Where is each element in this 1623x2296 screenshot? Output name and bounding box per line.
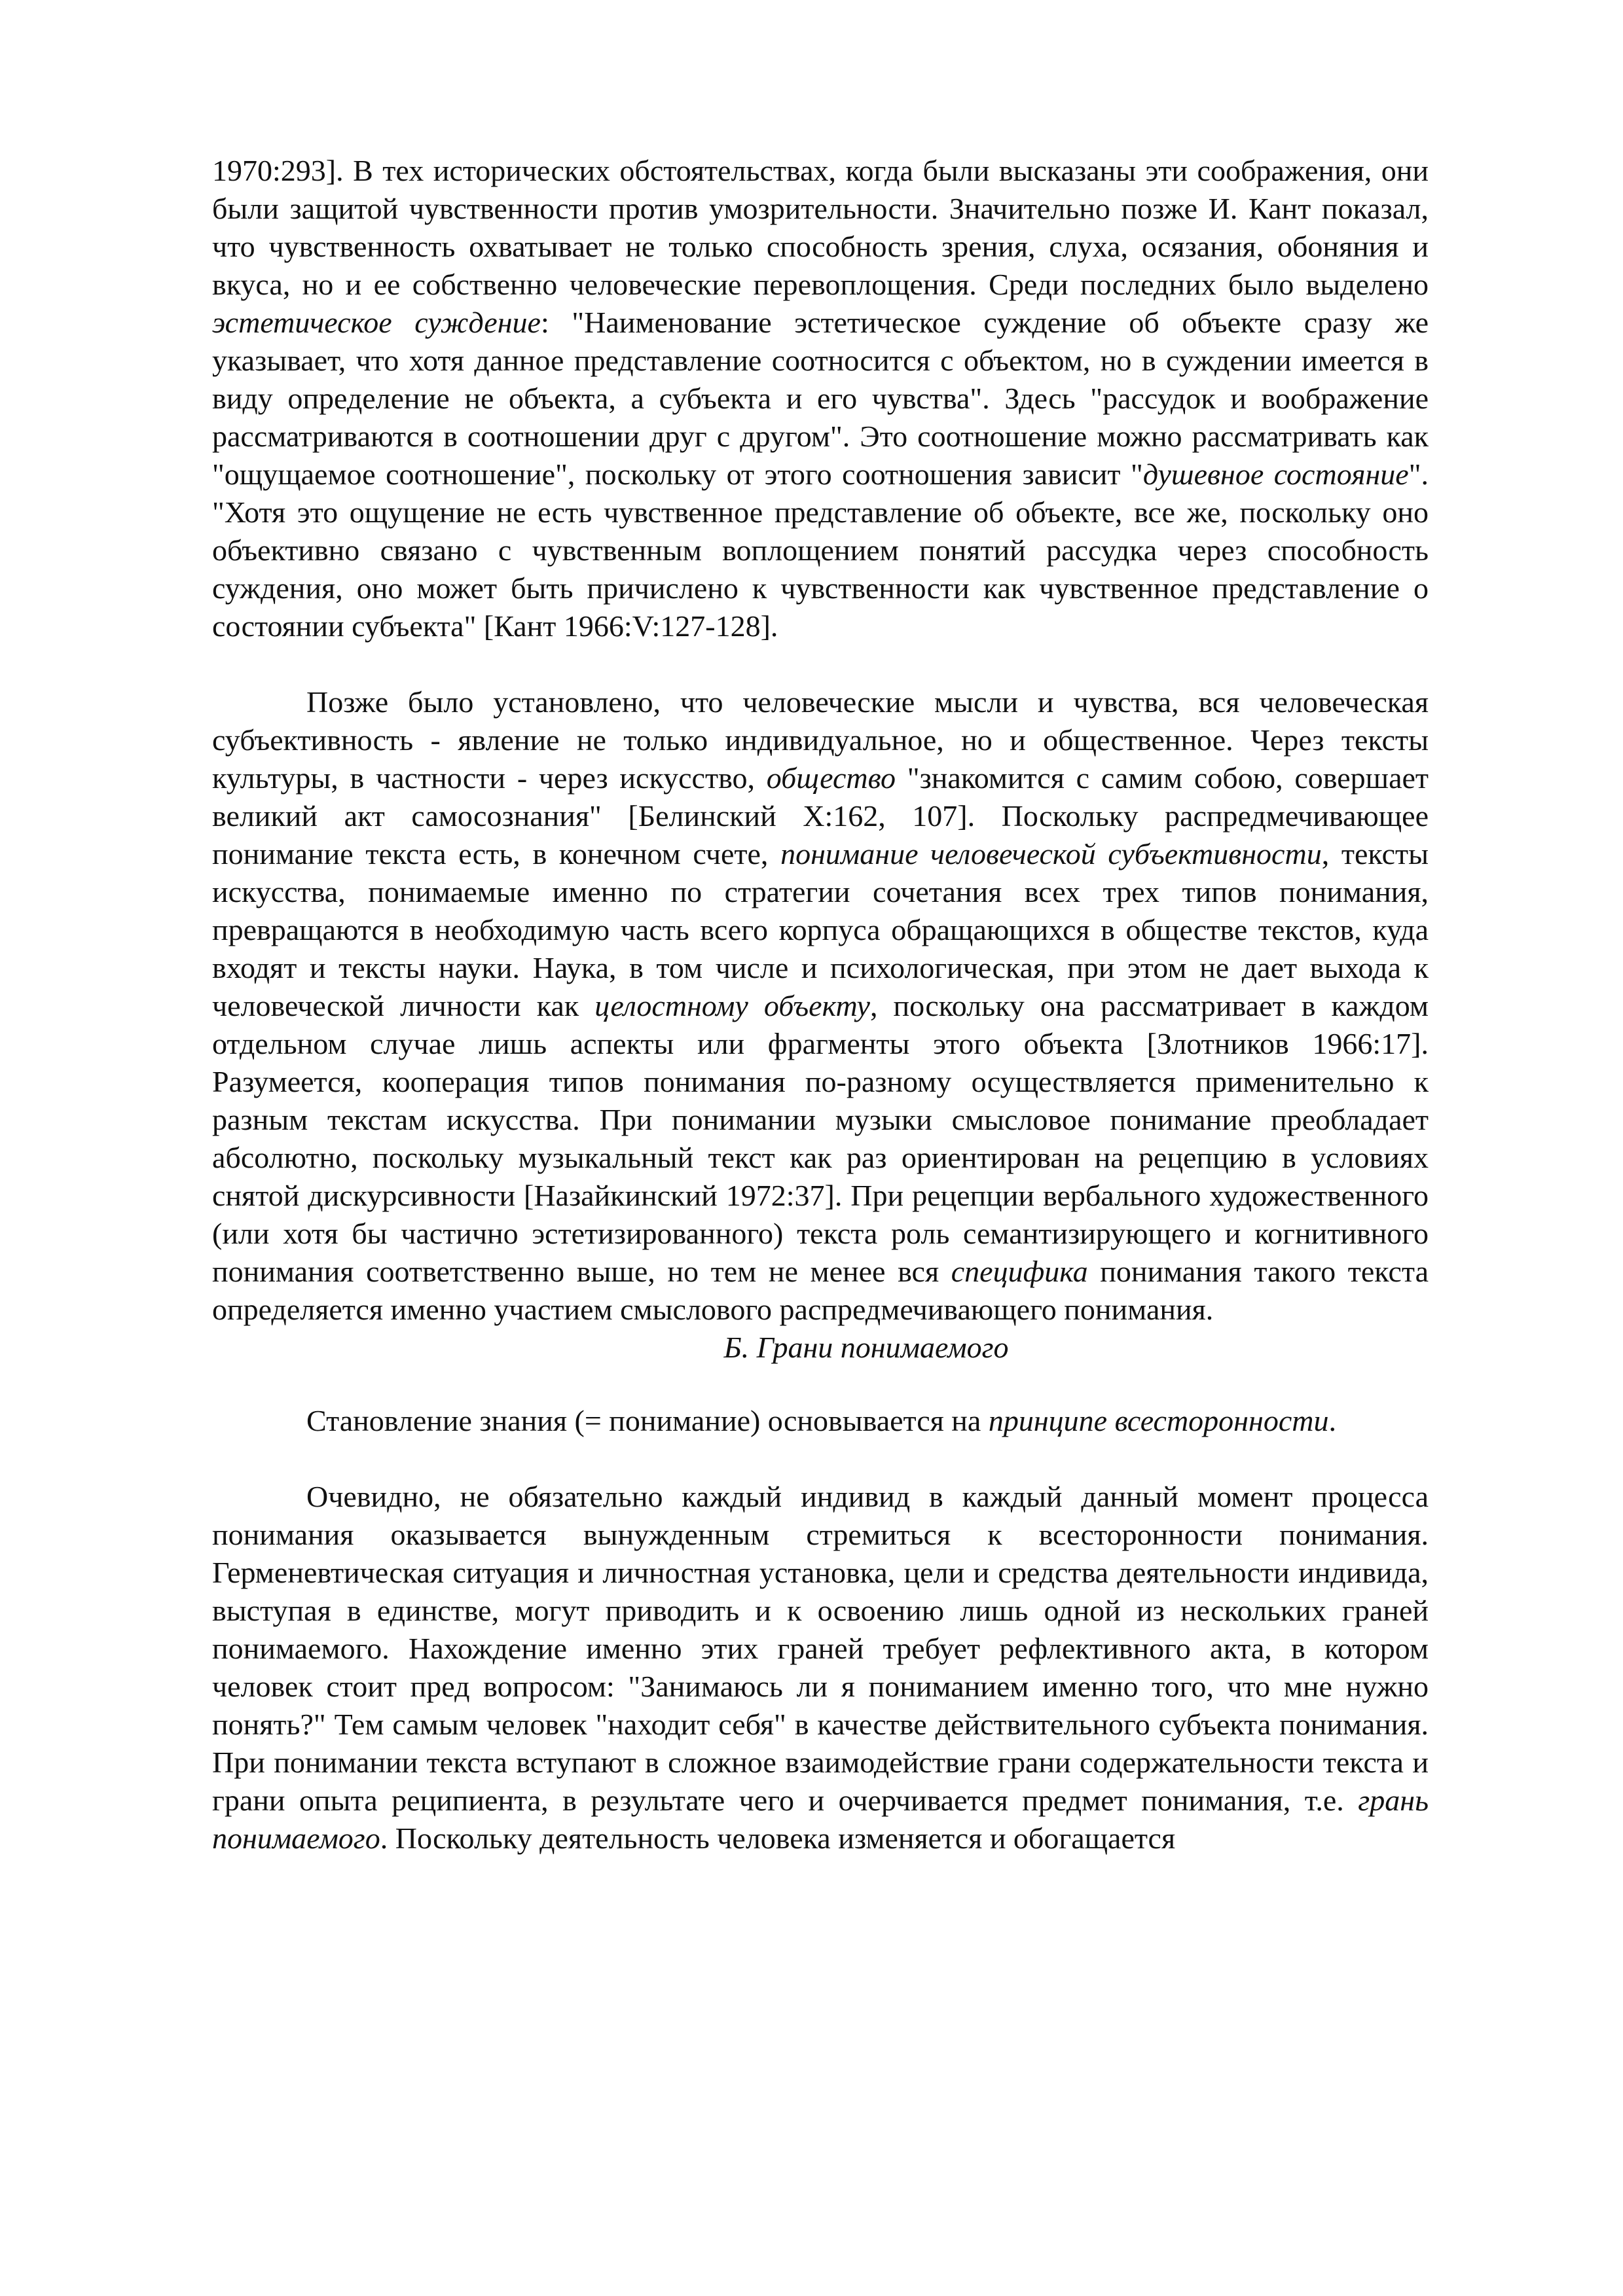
text-run: Очевидно, не обязательно каждый индивид в каждый данный момент процесса понимания оказывается вынужденным стремиться к всесторонности понимания. Герменевтическая ситуация и личностная установка, цели и средства деятельности индивида, выступая в единстве, могут приводить и к освоению лишь одной из нескольких граней понимаемого. Нахождение именно этих граней требует рефлективного акта, в котором человек стоит пред вопросом: "Занимаюсь ли я пониманием именно того, что мне нужно понять?" Тем самым человек "находит себя" в качестве действительного субъекта понимания. При понимании текста вступают в сложное взаимодействие грани содержательности текста и грани опыта реципиента, в результате чего и очерчивается предмет понимания, т.е. [212, 1480, 1429, 1817]
text-run: . [1328, 1404, 1336, 1437]
paragraph-kant-aesthetic-judgement [212, 152, 1429, 645]
text-run: ". "Хотя это ощущение не есть чувственное представление об объекте, все же, поскольку оно объективно связано с чувственным воплощением понятий рассудка через способность суждения, оно может быть причислено к чувственности как чувственное представление о состоянии субъекта" [Кант 1966:V:127-128]. [212, 457, 1429, 643]
italic-term-comprehensiveness: принципе всесторонности [988, 1404, 1329, 1437]
text-run: 1970:293]. В тех исторических обстоятельствах, когда были высказаны эти соображения, они были защитой чувственности против умозрительности. Значительно позже И. Кант показал, что чувственность охватывает не только способность зрения, слуха, осязания, обоняния и вкуса, но и ее собственно человеческие перевоплощения. Среди последних было выделено [212, 154, 1429, 301]
paragraph-facets-of-understood [212, 1478, 1429, 1857]
text-column [212, 152, 1429, 1857]
text-run: . Поскольку деятельность человека изменяется и обогащается [380, 1821, 1176, 1855]
text-run: Становление знания (= понимание) основывается на [306, 1404, 989, 1437]
italic-term-mental-state: душевное состояние [1142, 457, 1409, 491]
italic-term-understanding-subjectivity: понимание человеческой субъективности [780, 837, 1322, 870]
text-run: : "Наименование эстетическое суждение об объекте сразу же указывает, что хотя данное представление соотносится с объектом, но в суждении имеется в виду определение не объекта, а субъекта и его чувства". Здесь "рассудок и воображение рассматриваются в соотношении друг с другом". Это соотношение можно рассматривать как "ощущаемое соотношение", поскольку от этого соотношения зависит " [212, 306, 1429, 491]
italic-term-facet-of-understood: грань понимаемого [212, 1784, 1429, 1855]
text-run: понимания такого текста определяется именно участием смыслового распредмечивающего понимания. [212, 1255, 1429, 1326]
text-run: "знакомится с самим собою, совершает великий акт самосознания" [Белинский X:162, 107]. Поскольку распредмечивающее понимание текста есть, в конечном счете, [212, 761, 1429, 870]
text-run: , тексты искусства, понимаемые именно по стратегии сочетания всех трех типов понимания, превращаются в необходимую часть всего корпуса обращающихся в обществе текстов, куда входят и тексты науки. Наука, в том числе и психологическая, при этом не дает выхода к человеческой личности как [212, 837, 1429, 1022]
section-heading: Б. Грани понимаемого [723, 1331, 1009, 1364]
italic-term-specificity: специфика [951, 1255, 1088, 1288]
text-run: Позже было установлено, что человеческие мысли и чувства, вся человеческая субъективность - явление не только индивидуальное, но и общественное. Через тексты культуры, в частности - через искусство, [212, 685, 1429, 795]
italic-term-aesthetic-judgement: эстетическое суждение [212, 306, 541, 339]
paragraph-human-subjectivity [212, 683, 1429, 1329]
text-run: , поскольку она рассматривает в каждом отдельном случае лишь аспекты или фрагменты этого объекта [Злотников 1966:17]. Разумеется, кооперация типов понимания по-разному осуществляется применительно к разным текстам искусства. При понимании музыки смысловое понимание преобладает абсолютно, поскольку музыкальный текст как раз ориентирован на рецепцию в условиях снятой дискурсивности [Назайкинский 1972:37]. При рецепции вербального художественного (или хотя бы частично эстетизированного) текста роль семантизирующего и когнитивного понимания соответственно выше, но тем не менее вся [212, 989, 1429, 1288]
italic-term-society: общество [766, 761, 896, 795]
italic-term-integral-object: целостному объекту [594, 989, 870, 1022]
paragraph-principle-of-comprehensiveness [212, 1402, 1429, 1440]
